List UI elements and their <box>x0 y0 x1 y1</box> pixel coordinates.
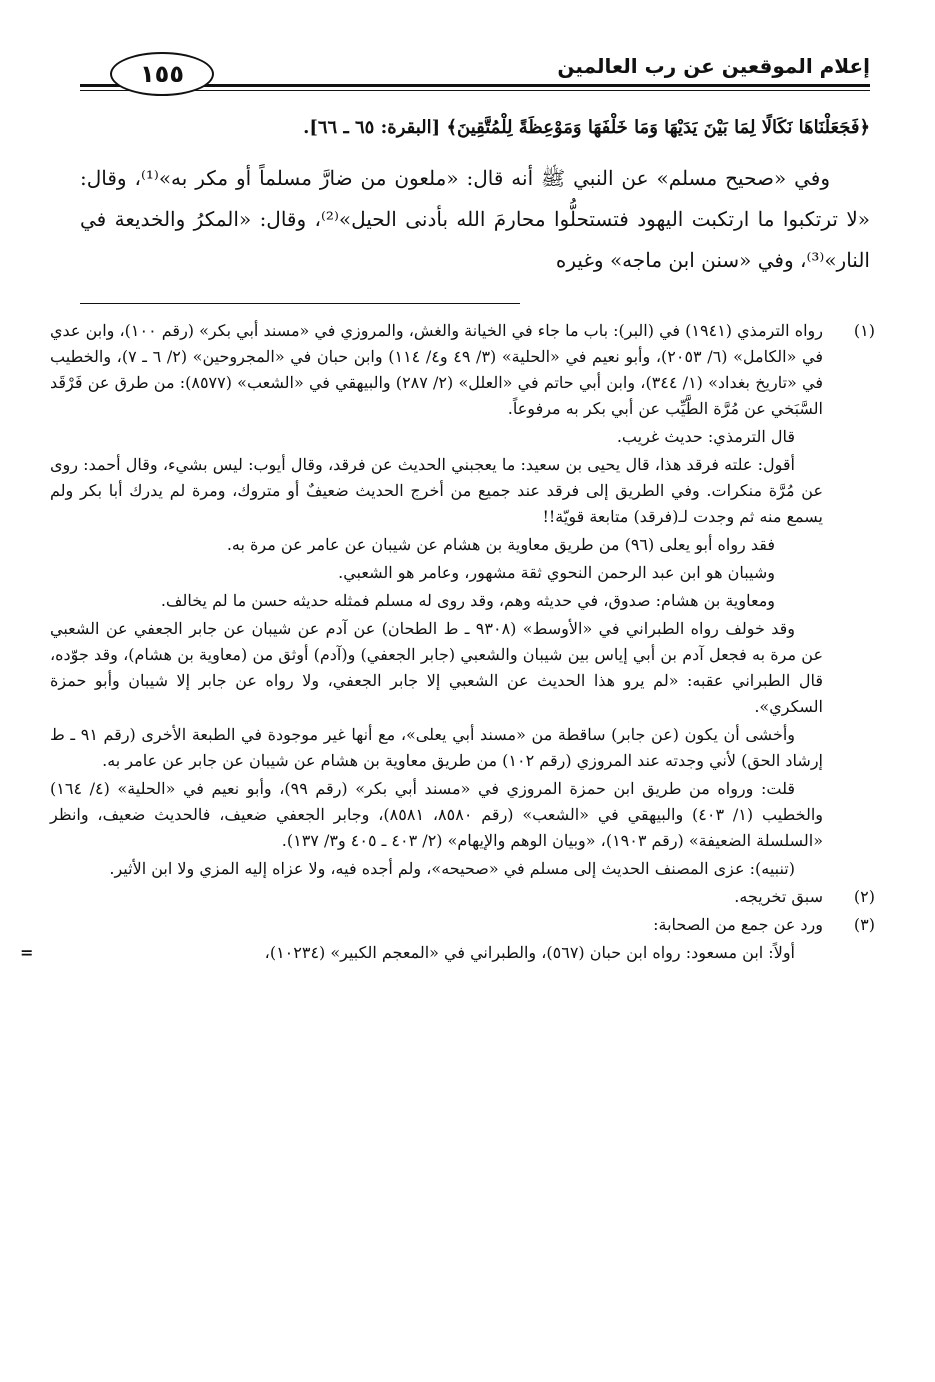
footnote-3-text: ورد عن جمع من الصحابة: <box>653 915 823 934</box>
footnote-2-text: سبق تخريجه. <box>734 887 823 906</box>
footnote-number: (٣) <box>853 915 875 934</box>
footnote-1 <box>50 318 875 882</box>
footnote-separator <box>80 303 520 304</box>
footnote-1-p9: قلت: ورواه من طريق ابن حمزة المروزي في «مسند أبي بكر» (رقم ٩٩)، وأبو نعيم في «الحلية» (٤/ ١٦٤) والخطيب (١/ ٤٠٣) والبيهقي في «الشعب» (رقم ٨٥٨٠، ٨٥٨١)، وجابر الجعفي ضعيف، فالحديث ضعيف، وانظر «السلسلة الضعيفة» (رقم ١٩٠٣)، «وبيان الوهم والإيهام» (٢/ ٤٠٣ ـ ٤٠٥ و٣/ ١٣٧). <box>50 779 824 850</box>
footnote-1-p1: رواه الترمذي (١٩٤١) في (البر): باب ما جاء في الخيانة والغش، والمروزي في «مسند أبي بكر» (رقم ١٠٠)، وابن عدي في «الكامل» (٦/ ٢٠٥٣)، وأبو نعيم في «الحلية» (٣/ ٤٩ و٤/ ١١٤) وابن حبان في «المجروحين» (٢/ ٦ ـ ٧)، والخطيب في «تاريخ بغداد» (١/ ٣٤٤)، وابن أبي حاتم في «العلل» (٢/ ٢٨٧) والبيهقي في «الشعب» (٨٥٧٧): من طرق عن فَرْقَد السَّبَخي عن مُرَّة الطَّيِّب عن أبي بكر به مرفوعاً. <box>50 321 824 418</box>
continuation-mark: = <box>20 943 34 962</box>
main-text <box>80 108 870 281</box>
footnote-1-p3: أقول: علته فرقد هذا، قال يحيى بن سعيد: ما يعجبني الحديث عن فرقد، وقال أيوب: ليس بشيء، وقال أحمد: روى عن مُرَّة منكرات. وفي الطريق إلى فرقد عند جميع من أخرج الحديث ضعيفٌ أو متروك، ومرة لم يدرك أبا بكر ولم يسمع منه ثم وجدت لـ(فرقد) متابعة قويّة!! <box>50 455 823 526</box>
footnote-1-p10: (تنبيه): عزى المصنف الحديث إلى مسلم في «صحيحه»، ولم أجده فيه، ولا عزاه إليه المزي ولا ابن الأثير. <box>109 859 795 878</box>
footnote-1-p5: وشيبان هو ابن عبد الرحمن النحوي ثقة مشهور، وعامر هو الشعبي. <box>338 563 775 582</box>
footnote-3-sub-text: أولاً: ابن مسعود: رواه ابن حبان (٥٦٧)، والطبراني في «المعجم الكبير» (١٠٢٣٤)، <box>264 943 795 962</box>
quran-verse: ﴿فَجَعَلْنَاهَا نَكَالًا لِمَا بَيْنَ يَدَيْهَا وَمَا خَلْفَهَا وَمَوْعِظَةً لِلْمُتَّقِينَ﴾ [البقرة: ٦٥ ـ ٦٦]. <box>303 117 870 138</box>
footnote-1-p8: وأخشى أن يكون (عن جابر) ساقطة من «مسند أبي يعلى»، مع أنها غير موجودة في الطبعة الأخرى (رقم ٩١ ـ ط إرشاد الحق) لأني وجدته عند المروزي (رقم ١٠٢) من طريق معاوية بن هشام عن شيبان عن جابر عن عامر به. <box>50 725 823 770</box>
footnote-3-sub <box>20 940 823 966</box>
main-paragraph: وفي «صحيح مسلم» عن النبي ﷺ أنه قال: «ملعون من ضارَّ مسلماً أو مكر به»⁽¹⁾، وقال: «لا ترتكبوا ما ارتكبت اليهود فتستحلُّوا محارمَ الله بأدنى الحيل»⁽²⁾، وقال: «المكرُ والخديعة في النار»⁽³⁾، وفي «سنن ابن ماجه» وغيره <box>80 166 870 272</box>
footnote-1-p4: فقد رواه أبو يعلى (٩٦) من طريق معاوية بن هشام عن شيبان عن عامر عن مرة به. <box>226 535 775 554</box>
footnote-number: (٢) <box>853 887 875 906</box>
footnotes <box>20 318 875 968</box>
footnote-2 <box>50 884 875 910</box>
footnote-1-p6: ومعاوية بن هشام: صدوق، في حديثه وهم، وقد روى له مسلم فمثله حديثه حسن ما لم يخالف. <box>160 591 775 610</box>
page-header <box>80 40 870 100</box>
footnote-number: (١) <box>853 321 875 340</box>
header-rule-thin <box>80 90 870 91</box>
footnote-1-p7: وقد خولف رواه الطبراني في «الأوسط» (٩٣٠٨ ـ ط الطحان) عن آدم عن شيبان عن جابر الجعفي عن الشعبي عن مرة به فجعل آدم بن أبي إياس بين شيبان والشعبي (جابر الجعفي) و(آدم) أوثق من (معاوية بن هشام)، وقد جوّده، قال الطبراني عقبه: «لم يرو هذا الحديث عن الشعبي إلا جابر الجعفي، ولا رواه عن جابر إلا شيبان وأبو حمزة السكري». <box>50 619 823 716</box>
footnote-1-p2: قال الترمذي: حديث غريب. <box>616 427 795 446</box>
footnote-3 <box>20 912 875 966</box>
running-title: إعلام الموقعين عن رب العالمين <box>557 54 870 78</box>
page-number: ١٥٥ <box>110 52 214 96</box>
